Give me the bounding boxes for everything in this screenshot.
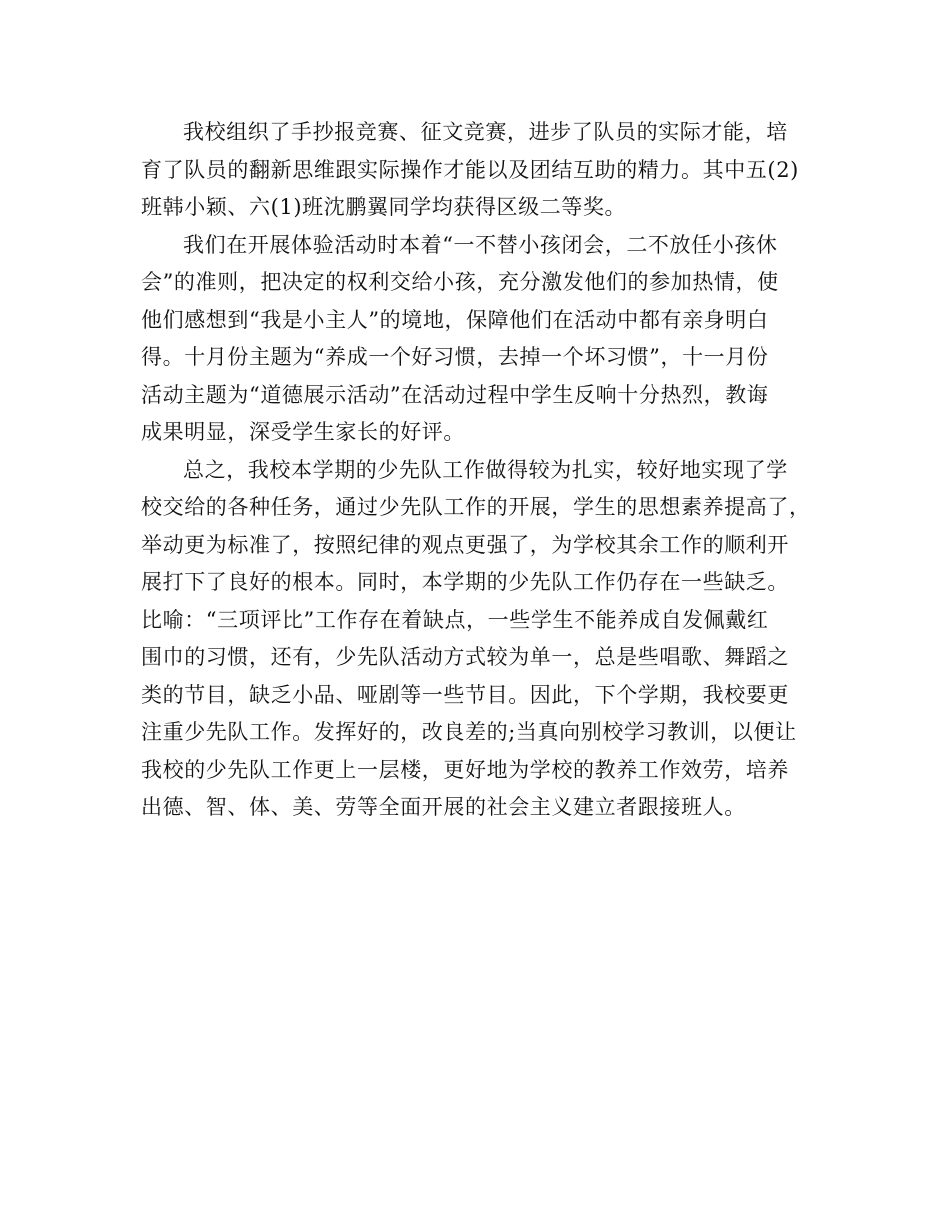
text-line: 班韩小颖、六(1)班沈鹏翼同学均获得区级二等奖。 <box>141 195 627 219</box>
text-line: 出德、智、体、美、劳等全面开展的社会主义建立者跟接班人。 <box>141 795 746 819</box>
text-line: 得。十月份主题为“养成一个好习惯，去掉一个坏习惯”，十一月份 <box>141 345 769 369</box>
text-line: 举动更为标准了，按照纪律的观点更强了，为学校其余工作的顺利开 <box>141 532 789 557</box>
text-line: 活动主题为“道德展示活动”在活动过程中学生反响十分热烈，教诲 <box>141 382 769 407</box>
text-line: 成果明显，深受学生家长的好评。 <box>141 420 465 444</box>
text-line: 他们感想到“我是小主人”的境地，保障他们在活动中都有亲身明白 <box>141 307 769 332</box>
text-line: 我校的少先队工作更上一层楼，更好地为学校的教养工作效劳，培养 <box>141 757 789 782</box>
text-line: 类的节目，缺乏小品、哑剧等一些节目。因此，下个学期，我校要更 <box>141 682 789 707</box>
document-body <box>141 114 811 827</box>
text-line: 比喻：“三项评比”工作存在着缺点，一些学生不能养成自发佩戴红 <box>141 607 769 632</box>
text-line: 育了队员的翻新思维跟实际操作才能以及团结互助的精力。其中五(2) <box>141 157 799 182</box>
text-line: 会”的准则，把决定的权利交给小孩，充分激发他们的参加热情，使 <box>141 270 779 294</box>
text-line: 展打下了良好的根本。同时，本学期的少先队工作仍存在一些缺乏。 <box>141 570 789 594</box>
text-line: 注重少先队工作。发挥好的，改良差的;当真向别校学习教训，以便让 <box>141 720 797 744</box>
text-line: 校交给的各种任务，通过少先队工作的开展，学生的思想素养提高了， <box>141 495 811 519</box>
text-line: 总之，我校本学期的少先队工作做得较为扎实，较好地实现了学 <box>183 457 788 482</box>
text-line: 我校组织了手抄报竞赛、征文竞赛，进步了队员的实际才能，培 <box>183 120 788 144</box>
text-line: 围巾的习惯，还有，少先队活动方式较为单一，总是些唱歌、舞蹈之 <box>141 645 789 669</box>
text-line: 我们在开展体验活动时本着“一不替小孩闭会，二不放任小孩休 <box>183 232 778 257</box>
